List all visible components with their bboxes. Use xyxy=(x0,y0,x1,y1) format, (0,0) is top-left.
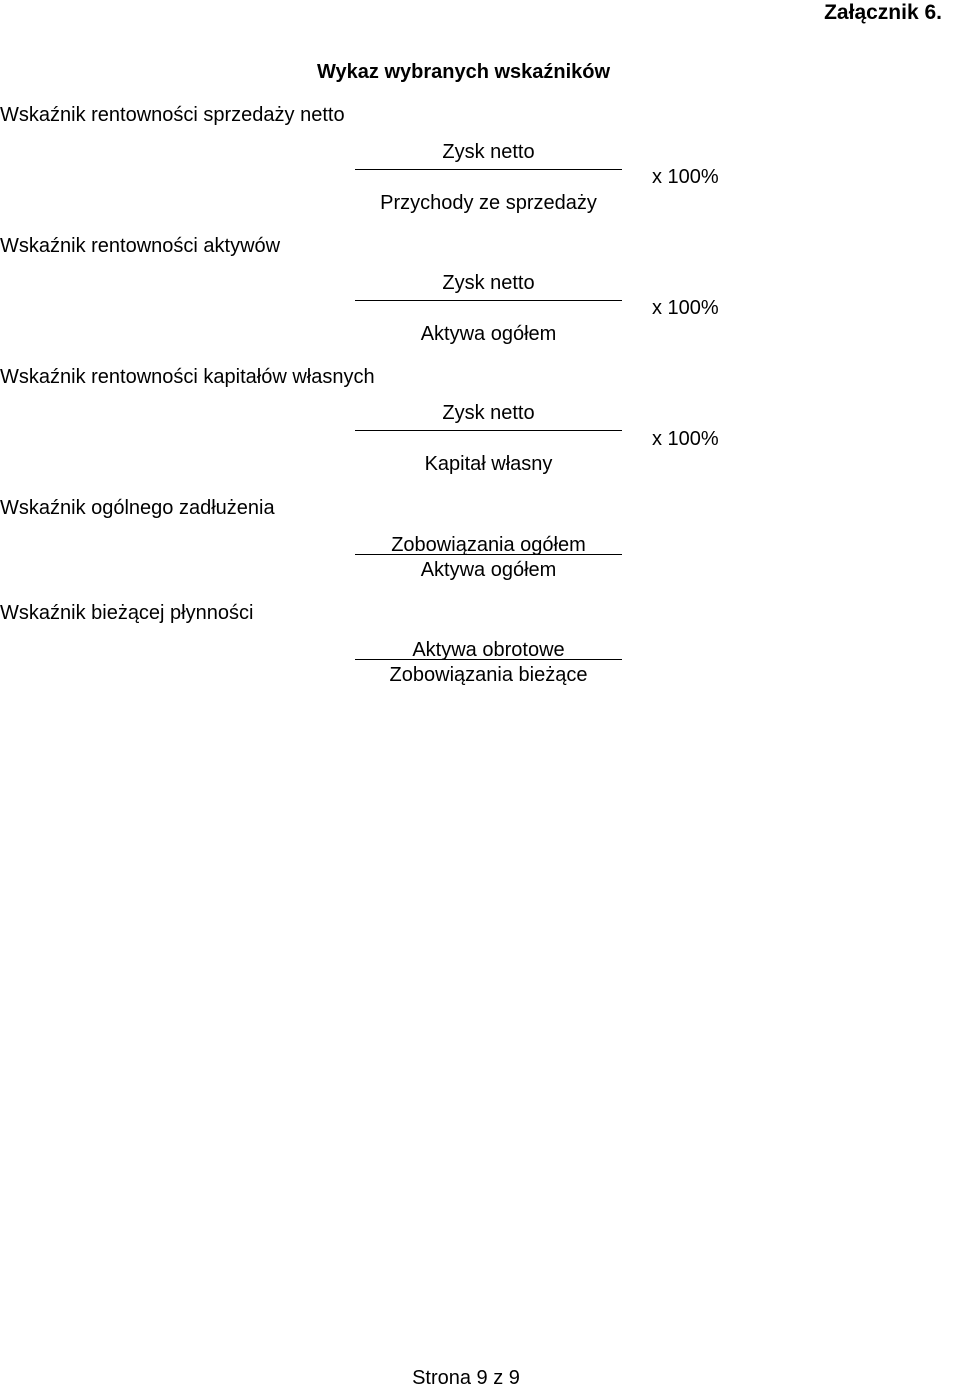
fraction-bar xyxy=(355,169,622,170)
fraction-bar xyxy=(355,300,622,301)
attachment-label: Załącznik 6. xyxy=(824,1,942,24)
formula-assets-profitability xyxy=(355,273,622,343)
fraction-bar xyxy=(355,554,622,555)
indicator-name-total-debt: Wskaźnik ogólnego zadłużenia xyxy=(0,497,275,519)
formula-denominator: Zobowiązania bieżące xyxy=(389,664,588,686)
indicator-name-equity-profitability: Wskaźnik rentowności kapitałów własnych xyxy=(0,366,375,388)
indicator-name-assets-profitability: Wskaźnik rentowności aktywów xyxy=(0,235,281,257)
formula-multiplier: x 100% xyxy=(652,166,719,188)
fraction-bar xyxy=(355,659,622,660)
formula-multiplier: x 100% xyxy=(652,428,719,450)
formula-total-debt xyxy=(355,535,622,583)
formula-sales-profitability xyxy=(355,142,622,212)
formula-numerator: Aktywa obrotowe xyxy=(412,639,565,661)
formula-numerator: Zysk netto xyxy=(442,272,535,294)
formula-multiplier: x 100% xyxy=(652,297,719,319)
formula-numerator: Zysk netto xyxy=(442,141,535,163)
formula-numerator: Zysk netto xyxy=(442,402,535,424)
formula-current-liquidity xyxy=(355,640,622,688)
formula-denominator: Aktywa ogółem xyxy=(420,323,557,345)
formula-denominator: Przychody ze sprzedaży xyxy=(380,192,597,214)
page-title: Wykaz wybranych wskaźników xyxy=(317,61,611,83)
indicator-name-sales-profitability: Wskaźnik rentowności sprzedaży netto xyxy=(0,104,345,126)
indicator-name-current-liquidity: Wskaźnik bieżącej płynności xyxy=(0,602,254,624)
formula-denominator: Kapitał własny xyxy=(424,453,553,475)
formula-numerator: Zobowiązania ogółem xyxy=(391,534,586,556)
fraction-bar xyxy=(355,430,622,431)
formula-equity-profitability xyxy=(355,403,622,473)
formula-denominator: Aktywa ogółem xyxy=(420,559,557,581)
page-number: Strona 9 z 9 xyxy=(412,1367,520,1389)
